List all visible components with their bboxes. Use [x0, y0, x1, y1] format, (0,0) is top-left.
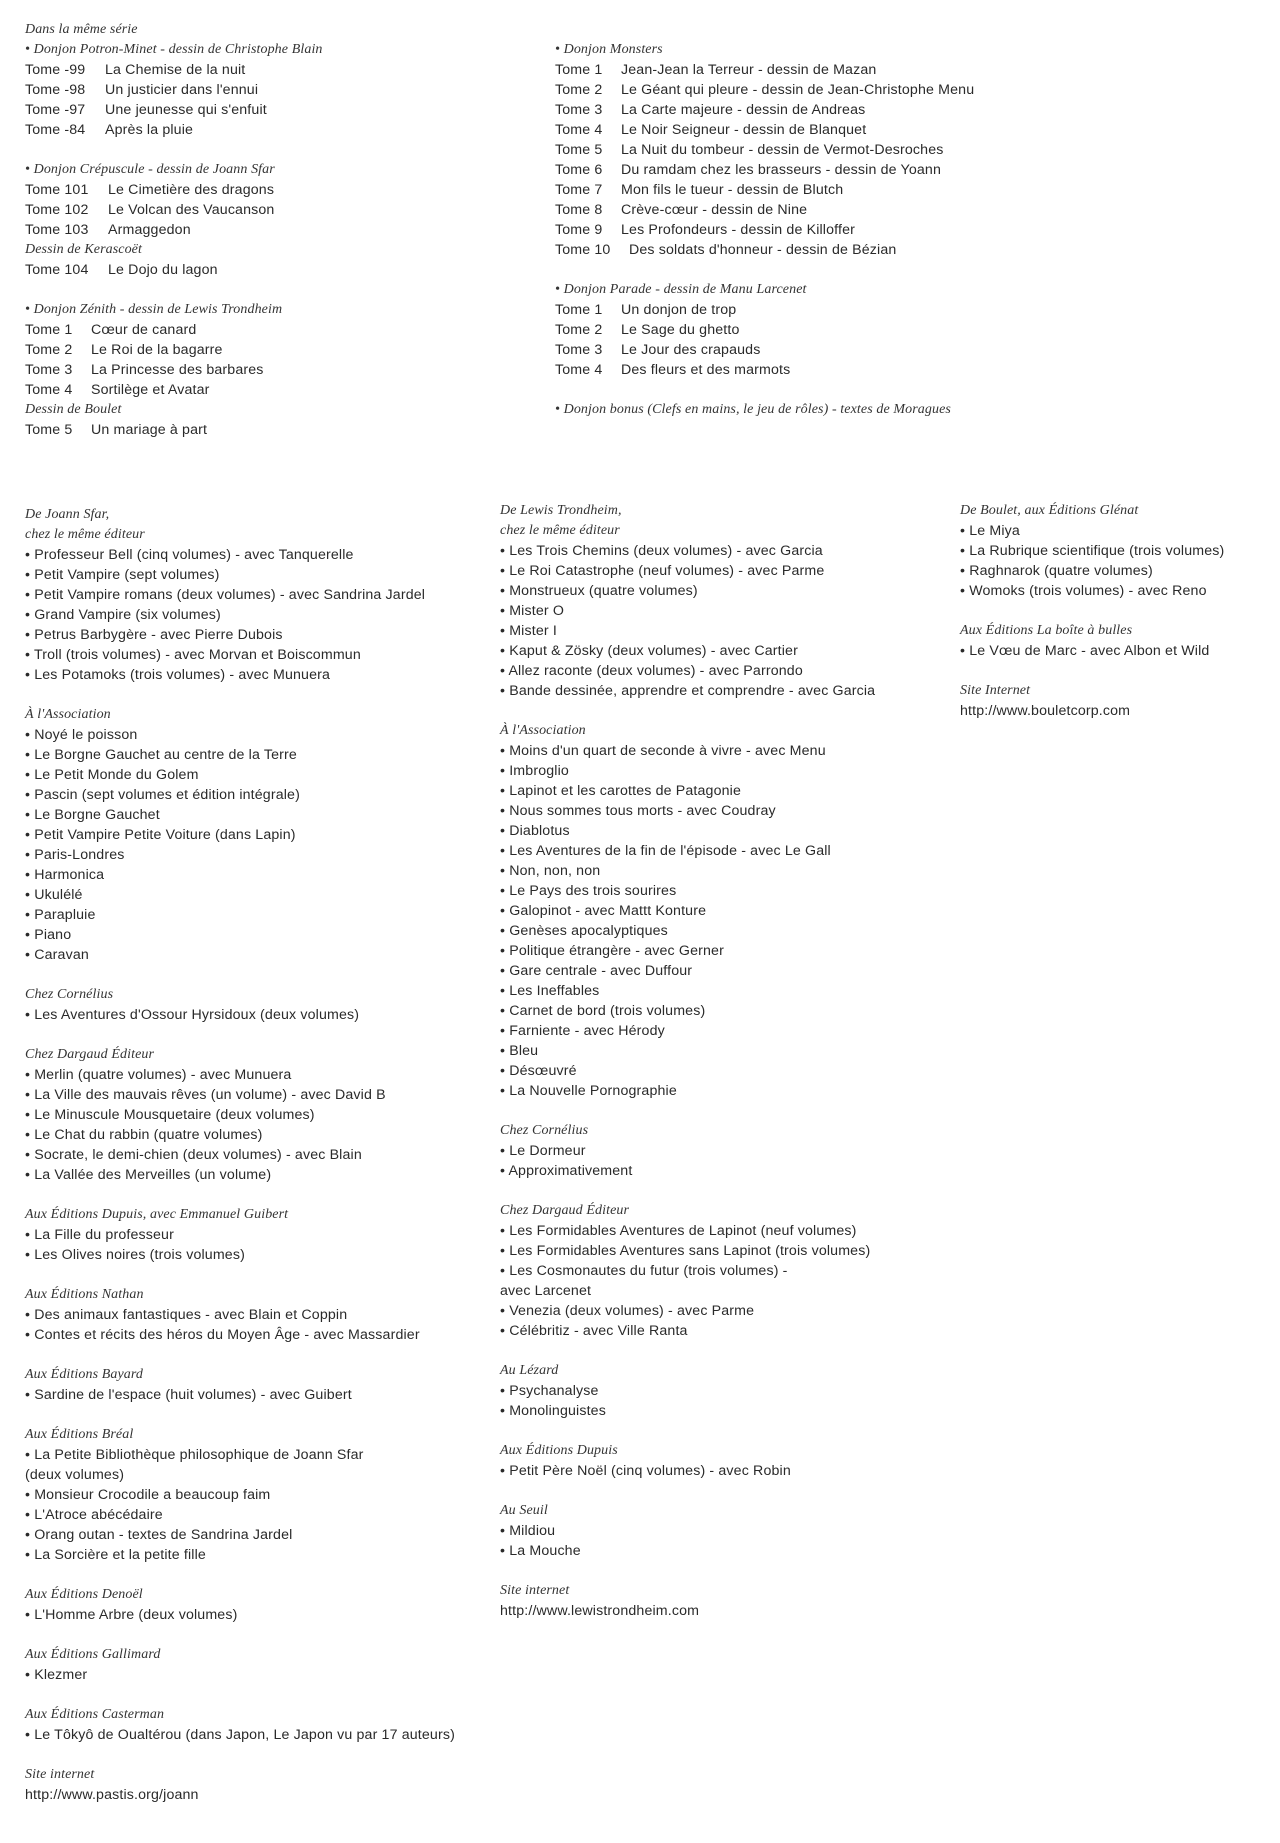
- book-item: • Le Tôkyô de Oualtérou (dans Japon, Le Japon vu par 17 auteurs): [25, 1725, 495, 1745]
- book-item: • Piano: [25, 925, 495, 945]
- parade-section: [555, 280, 1255, 380]
- publisher-heading: Aux Éditions Bayard: [25, 1367, 144, 1382]
- tome-line: Tome 1 Jean-Jean la Terreur - dessin de Mazan: [555, 62, 877, 78]
- book-item: • Professeur Bell (cinq volumes) - avec Tanquerelle: [25, 545, 495, 565]
- tome-line: Tome -97 Une jeunesse qui s'enfuit: [25, 102, 267, 118]
- book-item: • Petit Père Noël (cinq volumes) - avec Robin: [500, 1461, 960, 1481]
- book-item: • Psychanalyse: [500, 1381, 960, 1401]
- tome-line: Tome 4 Le Noir Seigneur - dessin de Blanquet: [555, 122, 867, 138]
- potron-section: [25, 40, 525, 140]
- publisher-heading: Chez Dargaud Éditeur: [500, 1203, 630, 1218]
- book-item: • L'Homme Arbre (deux volumes): [25, 1605, 495, 1625]
- publisher-heading: Site internet: [25, 1767, 95, 1782]
- book-item: • Caravan: [25, 945, 495, 965]
- series-heading: Dans la même série: [25, 22, 138, 37]
- crepuscule-title: • Donjon Crépuscule - dessin de Joann Sfar: [25, 160, 525, 180]
- book-item: • Parapluie: [25, 905, 495, 925]
- publisher-heading: Aux Éditions La boîte à bulles: [960, 623, 1133, 638]
- publisher-section: [960, 501, 1275, 601]
- book-item: • Mister O: [500, 601, 960, 621]
- book-item: • Non, non, non: [500, 861, 960, 881]
- tome-line: Tome 1 Un donjon de trop: [555, 302, 737, 318]
- publisher-section: [25, 545, 495, 685]
- publisher-heading: Aux Éditions Dupuis: [500, 1443, 618, 1458]
- book-item-continuation: (deux volumes): [25, 1467, 125, 1483]
- book-item: • Mister I: [500, 621, 960, 641]
- publisher-heading: À l'Association: [25, 707, 111, 722]
- book-item: • Raghnarok (quatre volumes): [960, 561, 1275, 581]
- tome-line: Tome 1 Cœur de canard: [25, 322, 197, 338]
- book-item: • La Fille du professeur: [25, 1225, 495, 1245]
- zenith-subhead: Dessin de Boulet: [25, 402, 122, 417]
- book-item: • L'Atroce abécédaire: [25, 1505, 495, 1525]
- book-item: • La Ville des mauvais rêves (un volume) - avec David B: [25, 1085, 495, 1105]
- publisher-section: [960, 621, 1275, 661]
- book-item: • La Vallée des Merveilles (un volume): [25, 1165, 495, 1185]
- publisher-heading: Aux Éditions Denoël: [25, 1587, 143, 1602]
- publisher-section: [500, 1581, 960, 1621]
- book-item: • Les Aventures de la fin de l'épisode - avec Le Gall: [500, 841, 960, 861]
- book-item: • Petit Vampire Petite Voiture (dans Lapin): [25, 825, 495, 845]
- book-item: • Les Ineffables: [500, 981, 960, 1001]
- publisher-heading: Chez Cornélius: [25, 987, 114, 1002]
- website-link[interactable]: http://www.pastis.org/joann: [25, 1787, 199, 1803]
- book-item: • Le Miya: [960, 521, 1275, 541]
- tome-line: Tome 5 Un mariage à part: [25, 422, 208, 438]
- book-item: • Nous sommes tous morts - avec Coudray: [500, 801, 960, 821]
- publisher-section: [500, 1361, 960, 1421]
- publisher-section: [25, 1205, 495, 1265]
- book-item: • Womoks (trois volumes) - avec Reno: [960, 581, 1275, 601]
- publisher-heading: Au Lézard: [500, 1363, 559, 1378]
- top-right-series: [555, 40, 1255, 420]
- book-item: • Le Dormeur: [500, 1141, 960, 1161]
- tome-line: Tome 9 Les Profondeurs - dessin de Killoffer: [555, 222, 855, 238]
- book-item: • La Sorcière et la petite fille: [25, 1545, 495, 1565]
- book-item: • Farniente - avec Hérody: [500, 1021, 960, 1041]
- book-item: • Monstrueux (quatre volumes): [500, 581, 960, 601]
- publisher-heading: Site internet: [500, 1583, 570, 1598]
- book-item: • La Nouvelle Pornographie: [500, 1081, 960, 1101]
- book-item: • Pascin (sept volumes et édition intégrale): [25, 785, 495, 805]
- book-item: • Venezia (deux volumes) - avec Parme: [500, 1301, 960, 1321]
- book-item: • Célébritiz - avec Ville Ranta: [500, 1321, 960, 1341]
- publisher-section: [500, 541, 960, 701]
- tome-line: Tome 4 Des fleurs et des marmots: [555, 362, 791, 378]
- publisher-section: [960, 681, 1275, 721]
- publisher-section: [25, 1645, 495, 1685]
- book-item: • La Mouche: [500, 1541, 960, 1561]
- publisher-heading: Site Internet: [960, 683, 1031, 698]
- book-item: • Monolinguistes: [500, 1401, 960, 1421]
- book-item: • Le Borgne Gauchet au centre de la Terre: [25, 745, 495, 765]
- tome-line: Tome 3 La Carte majeure - dessin de Andreas: [555, 102, 866, 118]
- tome-line: Tome 103 Armaggedon: [25, 222, 191, 238]
- book-item: • Klezmer: [25, 1665, 495, 1685]
- book-item: • Harmonica: [25, 865, 495, 885]
- tome-line: Tome 6 Du ramdam chez les brasseurs - dessin de Yoann: [555, 162, 941, 178]
- book-item: • Le Chat du rabbin (quatre volumes): [25, 1125, 495, 1145]
- book-item: • Sardine de l'espace (huit volumes) - avec Guibert: [25, 1385, 495, 1405]
- book-item: • Petit Vampire romans (deux volumes) - avec Sandrina Jardel: [25, 585, 495, 605]
- tome-line: Tome 10 Des soldats d'honneur - dessin de Bézian: [555, 242, 897, 258]
- website-link[interactable]: http://www.bouletcorp.com: [960, 703, 1131, 719]
- publisher-heading: Aux Éditions Gallimard: [25, 1647, 161, 1662]
- publisher-heading: À l'Association: [500, 723, 586, 738]
- book-item: • Kaput & Zösky (deux volumes) - avec Cartier: [500, 641, 960, 661]
- monsters-section: [555, 40, 1255, 260]
- publisher-section: [500, 1441, 960, 1481]
- tome-line: Tome 5 La Nuit du tombeur - dessin de Vermot-Desroches: [555, 142, 944, 158]
- book-item: • Les Aventures d'Ossour Hyrsidoux (deux volumes): [25, 1005, 495, 1025]
- tome-line: Tome 2 Le Sage du ghetto: [555, 322, 740, 338]
- publisher-section: [500, 1501, 960, 1561]
- publisher-section: [25, 1705, 495, 1745]
- bonus-title: • Donjon bonus (Clefs en mains, le jeu de rôles) - textes de Moragues: [555, 400, 1255, 420]
- publisher-heading: Chez Cornélius: [500, 1123, 589, 1138]
- publisher-heading: De Boulet, aux Éditions Glénat: [960, 503, 1139, 518]
- website-link[interactable]: http://www.lewistrondheim.com: [500, 1603, 700, 1619]
- book-item: • Les Potamoks (trois volumes) - avec Munuera: [25, 665, 495, 685]
- book-item: • Le Pays des trois sourires: [500, 881, 960, 901]
- book-item: • Socrate, le demi-chien (deux volumes) - avec Blain: [25, 1145, 495, 1165]
- publisher-section: [25, 985, 495, 1025]
- tome-line: Tome -84 Après la pluie: [25, 122, 194, 138]
- book-item: • Contes et récits des héros du Moyen Âge - avec Massardier: [25, 1325, 495, 1345]
- publisher-section: [500, 721, 960, 1101]
- book-item: • Paris-Londres: [25, 845, 495, 865]
- book-item: • Désœuvré: [500, 1061, 960, 1081]
- book-item: • Moins d'un quart de seconde à vivre - avec Menu: [500, 741, 960, 761]
- book-item: • Mildiou: [500, 1521, 960, 1541]
- book-item: • Galopinot - avec Mattt Konture: [500, 901, 960, 921]
- tome-line: Tome 7 Mon fils le tueur - dessin de Blutch: [555, 182, 844, 198]
- publisher-section: [500, 1201, 960, 1341]
- zenith-section: [25, 300, 525, 440]
- trondheim-bibliography: [500, 501, 960, 1641]
- book-item: • Bande dessinée, apprendre et comprendre - avec Garcia: [500, 681, 960, 701]
- publisher-section: [25, 1045, 495, 1185]
- tome-line: Tome 101 Le Cimetière des dragons: [25, 182, 275, 198]
- potron-title: • Donjon Potron-Minet - dessin de Christophe Blain: [25, 40, 525, 60]
- book-item: • Carnet de bord (trois volumes): [500, 1001, 960, 1021]
- book-item: • Diablotus: [500, 821, 960, 841]
- book-item: • Grand Vampire (six volumes): [25, 605, 495, 625]
- book-item: • Le Roi Catastrophe (neuf volumes) - avec Parme: [500, 561, 960, 581]
- publisher-heading: Aux Éditions Bréal: [25, 1427, 134, 1442]
- book-item: • Orang outan - textes de Sandrina Jardel: [25, 1525, 495, 1545]
- publisher-section: [25, 1425, 495, 1565]
- zenith-title: • Donjon Zénith - dessin de Lewis Trondheim: [25, 300, 525, 320]
- author-heading: De Lewis Trondheim,: [500, 503, 622, 518]
- tome-line: Tome 3 La Princesse des barbares: [25, 362, 264, 378]
- tome-line: Tome 104 Le Dojo du lagon: [25, 262, 218, 278]
- book-item: • Allez raconte (deux volumes) - avec Parrondo: [500, 661, 960, 681]
- publisher-section: [25, 1365, 495, 1405]
- book-item: • Imbroglio: [500, 761, 960, 781]
- monsters-title: • Donjon Monsters: [555, 40, 1255, 60]
- crepuscule-section: [25, 160, 525, 280]
- book-item: • Les Olives noires (trois volumes): [25, 1245, 495, 1265]
- book-item: • La Petite Bibliothèque philosophique de Joann Sfar: [25, 1445, 495, 1465]
- book-item: • Genèses apocalyptiques: [500, 921, 960, 941]
- publisher-subheading: chez le même éditeur: [500, 523, 620, 538]
- publisher-subheading: chez le même éditeur: [25, 527, 145, 542]
- author-heading: De Joann Sfar,: [25, 507, 110, 522]
- publisher-heading: Au Seuil: [500, 1503, 548, 1518]
- book-item: • Troll (trois volumes) - avec Morvan et Boiscommun: [25, 645, 495, 665]
- book-item: • Approximativement: [500, 1161, 960, 1181]
- book-item: • Les Cosmonautes du futur (trois volumes) -: [500, 1261, 960, 1281]
- book-item: • Le Vœu de Marc - avec Albon et Wild: [960, 641, 1275, 661]
- publisher-section: [500, 1121, 960, 1181]
- boulet-bibliography: [960, 501, 1275, 741]
- book-item: • Les Trois Chemins (deux volumes) - avec Garcia: [500, 541, 960, 561]
- book-item: • Bleu: [500, 1041, 960, 1061]
- book-item: • Le Petit Monde du Golem: [25, 765, 495, 785]
- tome-line: Tome -98 Un justicier dans l'ennui: [25, 82, 259, 98]
- book-item: • Les Formidables Aventures de Lapinot (neuf volumes): [500, 1221, 960, 1241]
- tome-line: Tome 8 Crève-cœur - dessin de Nine: [555, 202, 808, 218]
- publisher-section: [25, 1765, 495, 1805]
- top-left-series: [25, 20, 525, 440]
- book-item: • Gare centrale - avec Duffour: [500, 961, 960, 981]
- publisher-heading: Chez Dargaud Éditeur: [25, 1047, 155, 1062]
- tome-line: Tome 2 Le Géant qui pleure - dessin de Jean-Christophe Menu: [555, 82, 975, 98]
- sfar-bibliography: [25, 505, 495, 1825]
- tome-line: Tome 2 Le Roi de la bagarre: [25, 342, 223, 358]
- book-item: • Politique étrangère - avec Gerner: [500, 941, 960, 961]
- book-item: • Petrus Barbygère - avec Pierre Dubois: [25, 625, 495, 645]
- publisher-section: [25, 1585, 495, 1625]
- book-item: • Petit Vampire (sept volumes): [25, 565, 495, 585]
- book-item: • Les Formidables Aventures sans Lapinot (trois volumes): [500, 1241, 960, 1261]
- book-item-continuation: avec Larcenet: [500, 1283, 592, 1299]
- book-item: • Le Borgne Gauchet: [25, 805, 495, 825]
- book-item: • Monsieur Crocodile a beaucoup faim: [25, 1485, 495, 1505]
- book-item: • La Rubrique scientifique (trois volumes): [960, 541, 1275, 561]
- book-item: • Noyé le poisson: [25, 725, 495, 745]
- tome-line: Tome -99 La Chemise de la nuit: [25, 62, 246, 78]
- publisher-heading: Aux Éditions Nathan: [25, 1287, 144, 1302]
- book-item: • Merlin (quatre volumes) - avec Munuera: [25, 1065, 495, 1085]
- tome-line: Tome 102 Le Volcan des Vaucanson: [25, 202, 275, 218]
- book-item: • Le Minuscule Mousquetaire (deux volumes): [25, 1105, 495, 1125]
- parade-title: • Donjon Parade - dessin de Manu Larcenet: [555, 280, 1255, 300]
- tome-line: Tome 4 Sortilège et Avatar: [25, 382, 210, 398]
- publisher-section: [25, 705, 495, 965]
- publisher-section: [25, 1285, 495, 1345]
- book-item: • Des animaux fantastiques - avec Blain et Coppin: [25, 1305, 495, 1325]
- publisher-heading: Aux Éditions Casterman: [25, 1707, 165, 1722]
- tome-line: Tome 3 Le Jour des crapauds: [555, 342, 761, 358]
- publisher-heading: Aux Éditions Dupuis, avec Emmanuel Guibert: [25, 1207, 289, 1222]
- book-item: • Lapinot et les carottes de Patagonie: [500, 781, 960, 801]
- crepuscule-subhead: Dessin de Kerascoët: [25, 242, 142, 257]
- book-item: • Ukulélé: [25, 885, 495, 905]
